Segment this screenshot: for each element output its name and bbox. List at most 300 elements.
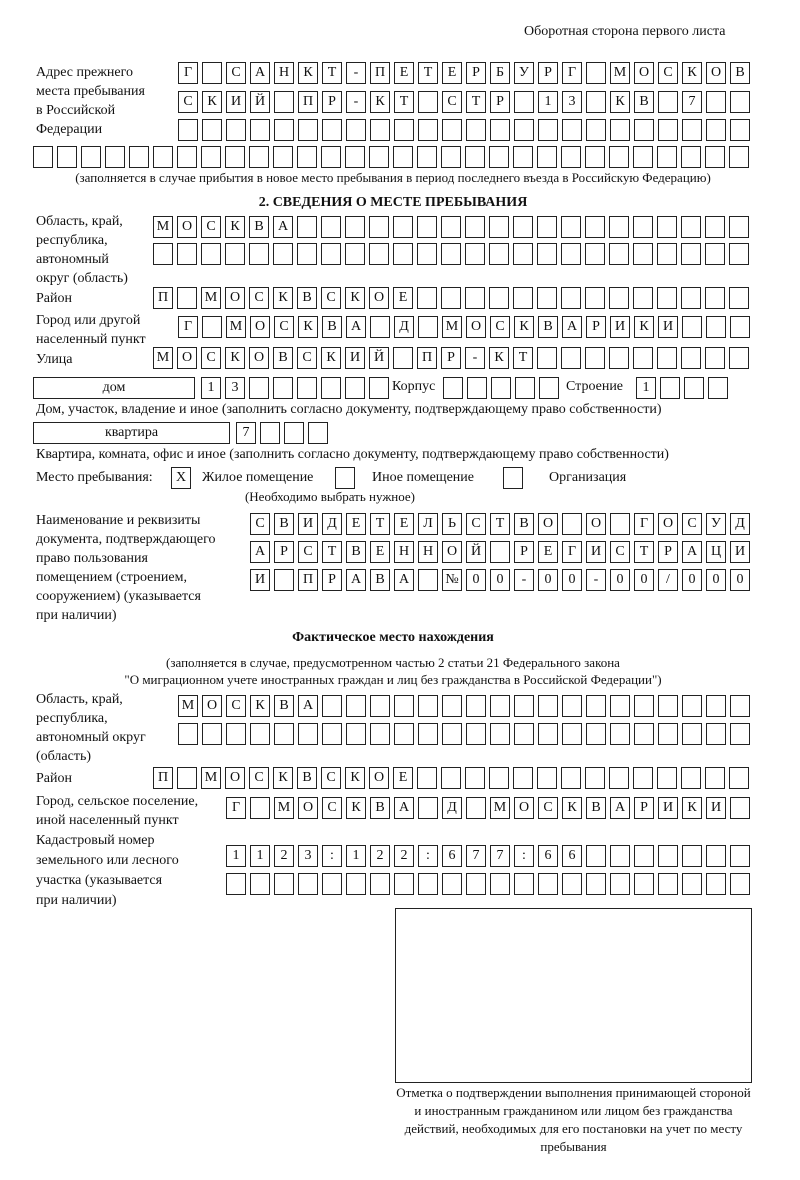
char-cell[interactable]: [729, 347, 749, 369]
char-cell[interactable]: [729, 146, 749, 168]
char-cell[interactable]: [537, 287, 557, 309]
char-cell[interactable]: [418, 797, 438, 819]
char-cell[interactable]: [273, 146, 293, 168]
char-cell[interactable]: [609, 287, 629, 309]
char-cell[interactable]: [370, 723, 390, 745]
char-cell[interactable]: 2: [274, 845, 294, 867]
char-cell[interactable]: -: [346, 91, 366, 113]
char-cell[interactable]: [585, 146, 605, 168]
char-cell[interactable]: [729, 767, 749, 789]
char-cell[interactable]: [226, 723, 246, 745]
char-cell[interactable]: К: [225, 216, 245, 238]
char-cell[interactable]: [562, 513, 582, 535]
char-cell[interactable]: [730, 316, 750, 338]
char-cell[interactable]: С: [226, 62, 246, 84]
char-cell[interactable]: М: [490, 797, 510, 819]
char-cell[interactable]: [708, 377, 728, 399]
char-cell[interactable]: 6: [538, 845, 558, 867]
char-cell[interactable]: К: [345, 287, 365, 309]
char-cell[interactable]: [441, 287, 461, 309]
char-cell[interactable]: [466, 873, 486, 895]
char-cell[interactable]: [681, 146, 701, 168]
char-cell[interactable]: [660, 377, 680, 399]
char-cell[interactable]: 7: [682, 91, 702, 113]
char-cell[interactable]: [633, 146, 653, 168]
char-cell[interactable]: С: [249, 767, 269, 789]
char-cell[interactable]: [466, 119, 486, 141]
char-cell[interactable]: [705, 767, 725, 789]
char-cell[interactable]: [465, 146, 485, 168]
char-cell[interactable]: [442, 119, 462, 141]
char-cell[interactable]: Е: [394, 513, 414, 535]
char-cell[interactable]: [393, 347, 413, 369]
char-cell[interactable]: [706, 845, 726, 867]
char-cell[interactable]: [177, 243, 197, 265]
char-cell[interactable]: [490, 541, 510, 563]
char-cell[interactable]: [634, 695, 654, 717]
char-cell[interactable]: Ц: [706, 541, 726, 563]
char-cell[interactable]: 2: [394, 845, 414, 867]
char-cell[interactable]: С: [321, 767, 341, 789]
char-cell[interactable]: [730, 797, 750, 819]
char-cell[interactable]: [442, 873, 462, 895]
char-cell[interactable]: [658, 723, 678, 745]
char-cell[interactable]: 0: [730, 569, 750, 591]
char-cell[interactable]: О: [658, 513, 678, 535]
char-cell[interactable]: 1: [226, 845, 246, 867]
char-cell[interactable]: [489, 287, 509, 309]
char-cell[interactable]: /: [658, 569, 678, 591]
char-cell[interactable]: [345, 216, 365, 238]
char-cell[interactable]: [201, 243, 221, 265]
char-cell[interactable]: Е: [394, 62, 414, 84]
char-cell[interactable]: [706, 723, 726, 745]
char-cell[interactable]: 1: [636, 377, 656, 399]
char-cell[interactable]: Т: [322, 541, 342, 563]
char-cell[interactable]: А: [250, 62, 270, 84]
char-cell[interactable]: [706, 695, 726, 717]
char-cell[interactable]: [681, 287, 701, 309]
char-cell[interactable]: [585, 216, 605, 238]
char-cell[interactable]: [706, 119, 726, 141]
char-cell[interactable]: [658, 695, 678, 717]
char-cell[interactable]: [418, 316, 438, 338]
char-cell[interactable]: Г: [634, 513, 654, 535]
char-cell[interactable]: [250, 797, 270, 819]
char-cell[interactable]: 0: [562, 569, 582, 591]
char-cell[interactable]: К: [682, 797, 702, 819]
char-cell[interactable]: [418, 91, 438, 113]
char-cell[interactable]: С: [250, 513, 270, 535]
char-cell[interactable]: -: [586, 569, 606, 591]
char-cell[interactable]: [466, 723, 486, 745]
char-cell[interactable]: [609, 146, 629, 168]
char-cell[interactable]: [418, 723, 438, 745]
char-cell[interactable]: О: [586, 513, 606, 535]
char-cell[interactable]: [513, 243, 533, 265]
char-cell[interactable]: У: [514, 62, 534, 84]
char-cell[interactable]: [609, 347, 629, 369]
char-cell[interactable]: В: [514, 513, 534, 535]
char-cell[interactable]: Й: [250, 91, 270, 113]
char-cell[interactable]: 3: [562, 91, 582, 113]
char-cell[interactable]: О: [706, 62, 726, 84]
char-cell[interactable]: [684, 377, 704, 399]
char-cell[interactable]: Р: [538, 62, 558, 84]
char-cell[interactable]: А: [298, 695, 318, 717]
char-cell[interactable]: [178, 119, 198, 141]
char-cell[interactable]: [393, 216, 413, 238]
char-cell[interactable]: Д: [394, 316, 414, 338]
char-cell[interactable]: [394, 723, 414, 745]
char-cell[interactable]: [682, 845, 702, 867]
char-cell[interactable]: О: [225, 287, 245, 309]
char-cell[interactable]: 7: [236, 422, 256, 444]
char-cell[interactable]: Д: [442, 797, 462, 819]
char-cell[interactable]: Н: [418, 541, 438, 563]
char-cell[interactable]: [513, 146, 533, 168]
char-cell[interactable]: К: [298, 62, 318, 84]
char-cell[interactable]: Р: [586, 316, 606, 338]
checkbox-organization[interactable]: [503, 467, 523, 489]
char-cell[interactable]: В: [370, 569, 390, 591]
char-cell[interactable]: П: [370, 62, 390, 84]
char-cell[interactable]: О: [250, 316, 270, 338]
char-cell[interactable]: [249, 377, 269, 399]
char-cell[interactable]: Ь: [442, 513, 462, 535]
char-cell[interactable]: О: [177, 216, 197, 238]
char-cell[interactable]: [562, 119, 582, 141]
char-cell[interactable]: 1: [538, 91, 558, 113]
char-cell[interactable]: Й: [369, 347, 389, 369]
char-cell[interactable]: Р: [441, 347, 461, 369]
char-cell[interactable]: [537, 146, 557, 168]
char-cell[interactable]: О: [442, 541, 462, 563]
char-cell[interactable]: [657, 767, 677, 789]
char-cell[interactable]: А: [394, 569, 414, 591]
char-cell[interactable]: [609, 216, 629, 238]
char-cell[interactable]: [706, 91, 726, 113]
char-cell[interactable]: И: [610, 316, 630, 338]
char-cell[interactable]: Е: [538, 541, 558, 563]
char-cell[interactable]: Т: [466, 91, 486, 113]
char-cell[interactable]: [345, 146, 365, 168]
char-cell[interactable]: [633, 347, 653, 369]
char-cell[interactable]: [273, 377, 293, 399]
char-cell[interactable]: [658, 845, 678, 867]
char-cell[interactable]: [682, 723, 702, 745]
char-cell[interactable]: [177, 767, 197, 789]
char-cell[interactable]: [226, 873, 246, 895]
char-cell[interactable]: [465, 243, 485, 265]
char-cell[interactable]: К: [298, 316, 318, 338]
char-cell[interactable]: [705, 243, 725, 265]
char-cell[interactable]: Д: [730, 513, 750, 535]
char-cell[interactable]: 3: [225, 377, 245, 399]
char-cell[interactable]: [465, 287, 485, 309]
char-cell[interactable]: [730, 845, 750, 867]
char-cell[interactable]: К: [489, 347, 509, 369]
char-cell[interactable]: О: [514, 797, 534, 819]
char-cell[interactable]: [729, 243, 749, 265]
char-cell[interactable]: [730, 873, 750, 895]
char-cell[interactable]: [489, 767, 509, 789]
char-cell[interactable]: К: [273, 767, 293, 789]
char-cell[interactable]: [729, 287, 749, 309]
char-cell[interactable]: У: [706, 513, 726, 535]
char-cell[interactable]: [515, 377, 535, 399]
char-cell[interactable]: С: [610, 541, 630, 563]
char-cell[interactable]: [370, 873, 390, 895]
char-cell[interactable]: 0: [538, 569, 558, 591]
char-cell[interactable]: Р: [274, 541, 294, 563]
char-cell[interactable]: В: [274, 513, 294, 535]
char-cell[interactable]: [657, 243, 677, 265]
char-cell[interactable]: [610, 695, 630, 717]
char-cell[interactable]: [682, 119, 702, 141]
char-cell[interactable]: К: [345, 767, 365, 789]
char-cell[interactable]: [538, 695, 558, 717]
char-cell[interactable]: И: [586, 541, 606, 563]
char-cell[interactable]: [610, 513, 630, 535]
char-cell[interactable]: [490, 695, 510, 717]
char-cell[interactable]: [273, 243, 293, 265]
char-cell[interactable]: 3: [298, 845, 318, 867]
char-cell[interactable]: [129, 146, 149, 168]
char-cell[interactable]: [297, 377, 317, 399]
char-cell[interactable]: [441, 243, 461, 265]
char-cell[interactable]: [321, 377, 341, 399]
char-cell[interactable]: [418, 695, 438, 717]
char-cell[interactable]: [561, 287, 581, 309]
char-cell[interactable]: [274, 873, 294, 895]
char-cell[interactable]: О: [298, 797, 318, 819]
char-cell[interactable]: [561, 243, 581, 265]
char-cell[interactable]: [465, 767, 485, 789]
char-cell[interactable]: С: [538, 797, 558, 819]
char-cell[interactable]: [657, 347, 677, 369]
char-cell[interactable]: [33, 146, 53, 168]
char-cell[interactable]: 0: [466, 569, 486, 591]
char-cell[interactable]: М: [153, 347, 173, 369]
char-cell[interactable]: [633, 287, 653, 309]
char-cell[interactable]: [538, 723, 558, 745]
char-cell[interactable]: [586, 91, 606, 113]
char-cell[interactable]: [346, 695, 366, 717]
char-cell[interactable]: [443, 377, 463, 399]
char-cell[interactable]: [57, 146, 77, 168]
char-cell[interactable]: Т: [490, 513, 510, 535]
char-cell[interactable]: [539, 377, 559, 399]
char-cell[interactable]: [467, 377, 487, 399]
char-cell[interactable]: Е: [442, 62, 462, 84]
char-cell[interactable]: А: [610, 797, 630, 819]
char-cell[interactable]: -: [346, 62, 366, 84]
char-cell[interactable]: [274, 119, 294, 141]
char-cell[interactable]: [441, 767, 461, 789]
char-cell[interactable]: [274, 569, 294, 591]
char-cell[interactable]: [297, 243, 317, 265]
char-cell[interactable]: В: [249, 216, 269, 238]
char-cell[interactable]: [81, 146, 101, 168]
char-cell[interactable]: [586, 873, 606, 895]
char-cell[interactable]: Е: [393, 287, 413, 309]
char-cell[interactable]: О: [369, 767, 389, 789]
char-cell[interactable]: Г: [178, 62, 198, 84]
char-cell[interactable]: №: [442, 569, 462, 591]
char-cell[interactable]: Р: [514, 541, 534, 563]
char-cell[interactable]: [490, 119, 510, 141]
char-cell[interactable]: [537, 767, 557, 789]
char-cell[interactable]: К: [321, 347, 341, 369]
char-cell[interactable]: И: [298, 513, 318, 535]
char-cell[interactable]: [585, 287, 605, 309]
char-cell[interactable]: [322, 119, 342, 141]
char-cell[interactable]: Т: [370, 513, 390, 535]
char-cell[interactable]: О: [369, 287, 389, 309]
char-cell[interactable]: И: [730, 541, 750, 563]
char-cell[interactable]: [682, 316, 702, 338]
char-cell[interactable]: [609, 767, 629, 789]
char-cell[interactable]: П: [417, 347, 437, 369]
char-cell[interactable]: [442, 723, 462, 745]
char-cell[interactable]: 1: [346, 845, 366, 867]
char-cell[interactable]: К: [250, 695, 270, 717]
char-cell[interactable]: С: [442, 91, 462, 113]
char-cell[interactable]: Н: [394, 541, 414, 563]
char-cell[interactable]: 7: [466, 845, 486, 867]
char-cell[interactable]: [201, 146, 221, 168]
char-cell[interactable]: А: [250, 541, 270, 563]
char-cell[interactable]: О: [202, 695, 222, 717]
char-cell[interactable]: К: [634, 316, 654, 338]
char-cell[interactable]: Т: [513, 347, 533, 369]
char-cell[interactable]: [609, 243, 629, 265]
char-cell[interactable]: [417, 216, 437, 238]
char-cell[interactable]: [634, 873, 654, 895]
char-cell[interactable]: [513, 216, 533, 238]
char-cell[interactable]: О: [466, 316, 486, 338]
char-cell[interactable]: [249, 243, 269, 265]
char-cell[interactable]: В: [370, 797, 390, 819]
char-cell[interactable]: 0: [610, 569, 630, 591]
char-cell[interactable]: Г: [226, 797, 246, 819]
char-cell[interactable]: [394, 873, 414, 895]
char-cell[interactable]: [514, 695, 534, 717]
char-cell[interactable]: [418, 873, 438, 895]
char-cell[interactable]: А: [682, 541, 702, 563]
char-cell[interactable]: [346, 119, 366, 141]
char-cell[interactable]: [586, 695, 606, 717]
char-cell[interactable]: Р: [658, 541, 678, 563]
char-cell[interactable]: [274, 91, 294, 113]
char-cell[interactable]: [705, 287, 725, 309]
char-cell[interactable]: [308, 422, 328, 444]
char-cell[interactable]: 2: [370, 845, 390, 867]
char-cell[interactable]: [393, 146, 413, 168]
char-cell[interactable]: [298, 723, 318, 745]
char-cell[interactable]: К: [225, 347, 245, 369]
char-cell[interactable]: Р: [466, 62, 486, 84]
char-cell[interactable]: А: [273, 216, 293, 238]
char-cell[interactable]: [705, 216, 725, 238]
char-cell[interactable]: С: [322, 797, 342, 819]
char-cell[interactable]: В: [586, 797, 606, 819]
char-cell[interactable]: Т: [322, 62, 342, 84]
char-cell[interactable]: М: [610, 62, 630, 84]
char-cell[interactable]: М: [274, 797, 294, 819]
char-cell[interactable]: И: [706, 797, 726, 819]
char-cell[interactable]: С: [274, 316, 294, 338]
char-cell[interactable]: 0: [490, 569, 510, 591]
char-cell[interactable]: [658, 119, 678, 141]
char-cell[interactable]: [322, 723, 342, 745]
char-cell[interactable]: 1: [201, 377, 221, 399]
char-cell[interactable]: [562, 695, 582, 717]
char-cell[interactable]: [202, 723, 222, 745]
char-cell[interactable]: [393, 243, 413, 265]
char-cell[interactable]: [250, 723, 270, 745]
char-cell[interactable]: Д: [322, 513, 342, 535]
char-cell[interactable]: [706, 873, 726, 895]
char-cell[interactable]: :: [322, 845, 342, 867]
char-cell[interactable]: [561, 767, 581, 789]
char-cell[interactable]: [417, 146, 437, 168]
char-cell[interactable]: [538, 119, 558, 141]
char-cell[interactable]: [561, 216, 581, 238]
char-cell[interactable]: [681, 767, 701, 789]
char-cell[interactable]: А: [346, 569, 366, 591]
char-cell[interactable]: С: [658, 62, 678, 84]
char-cell[interactable]: 1: [250, 845, 270, 867]
char-cell[interactable]: [513, 287, 533, 309]
char-cell[interactable]: Т: [418, 62, 438, 84]
char-cell[interactable]: [226, 119, 246, 141]
char-cell[interactable]: [537, 216, 557, 238]
char-cell[interactable]: [297, 216, 317, 238]
char-cell[interactable]: [250, 873, 270, 895]
char-cell[interactable]: [610, 845, 630, 867]
char-cell[interactable]: [153, 243, 173, 265]
char-cell[interactable]: [441, 216, 461, 238]
char-cell[interactable]: [730, 723, 750, 745]
char-cell[interactable]: Р: [490, 91, 510, 113]
char-cell[interactable]: [345, 377, 365, 399]
char-cell[interactable]: [274, 723, 294, 745]
char-cell[interactable]: К: [273, 287, 293, 309]
char-cell[interactable]: [346, 723, 366, 745]
char-cell[interactable]: [610, 119, 630, 141]
char-cell[interactable]: [705, 146, 725, 168]
char-cell[interactable]: [657, 216, 677, 238]
char-cell[interactable]: С: [490, 316, 510, 338]
char-cell[interactable]: Т: [634, 541, 654, 563]
char-cell[interactable]: М: [201, 767, 221, 789]
char-cell[interactable]: [658, 91, 678, 113]
char-cell[interactable]: С: [298, 541, 318, 563]
char-cell[interactable]: [706, 316, 726, 338]
char-cell[interactable]: [177, 146, 197, 168]
char-cell[interactable]: Г: [562, 62, 582, 84]
char-cell[interactable]: Е: [370, 541, 390, 563]
char-cell[interactable]: В: [297, 287, 317, 309]
char-cell[interactable]: [537, 347, 557, 369]
char-cell[interactable]: Р: [322, 91, 342, 113]
char-cell[interactable]: С: [201, 216, 221, 238]
char-cell[interactable]: [681, 243, 701, 265]
char-cell[interactable]: В: [730, 62, 750, 84]
char-cell[interactable]: К: [202, 91, 222, 113]
